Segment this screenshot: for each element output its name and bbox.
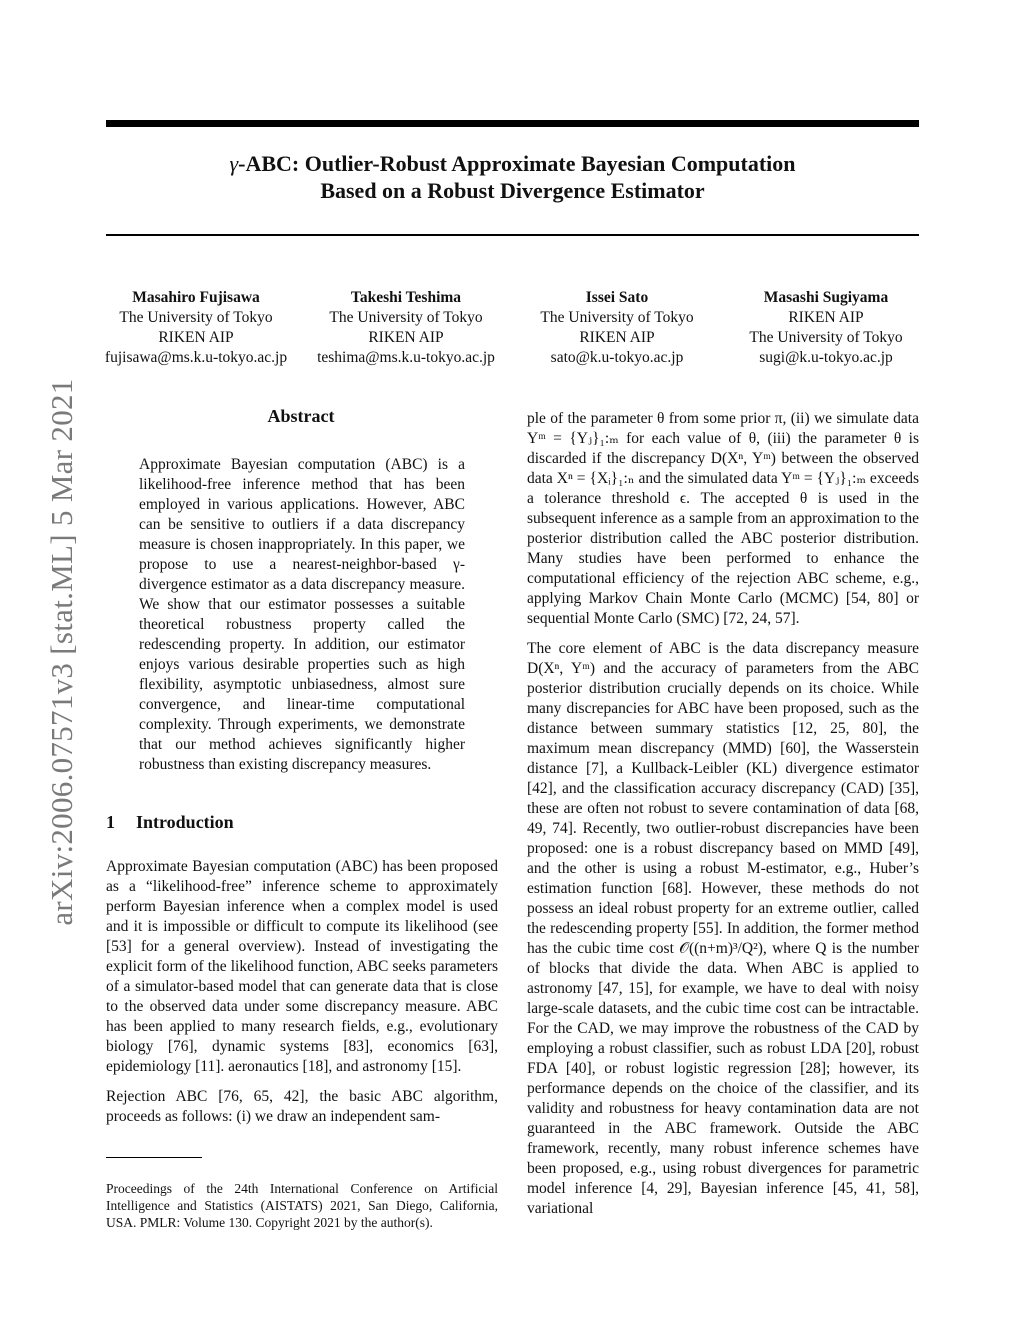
author-affiliation: The University of Tokyo (540, 309, 694, 326)
author-name: Masahiro Fujisawa (132, 289, 260, 306)
left-column-body (106, 857, 498, 1137)
author-affiliation: The University of Tokyo (749, 329, 903, 346)
right-paragraph-1: ple of the parameter θ from some prior π, (ii) we simulate data Yᵐ = {Yⱼ}₁:ₘ for each value of θ, (iii) the parameter θ is discarded if the discrepancy D(Xⁿ, Yᵐ) between the observed data Xⁿ = {Xᵢ}₁:ₙ and the simulated data Yᵐ = {Yⱼ}₁:ₘ exceeds a tolerance threshold ϵ. The accepted θ is used in the subsequent inference as a sample from an approximation to the posterior distribution called the ABC posterior distribution. Many studies have been performed to enhance the computational efficiency of the rejection ABC scheme, e.g., applying Markov Chain Monte Carlo (MCMC) [54, 80] or sequential Monte Carlo (SMC) [72, 24, 57]. (527, 410, 919, 627)
section-title: Introduction (136, 812, 234, 832)
title-symbol: γ (229, 151, 239, 176)
title-rule-top (106, 120, 919, 127)
title-line-1: -ABC: Outlier-Robust Approximate Bayesian Computation (238, 151, 796, 176)
title-rule-bottom (106, 234, 919, 236)
author-affiliation: The University of Tokyo (329, 309, 483, 326)
abstract-text: Approximate Bayesian computation (ABC) is a likelihood-free inference method that has been employed in various applications. However, ABC can be sensitive to outliers if a data discrepancy measure is chosen inappropriately. In this paper, we propose to use a nearest-neighbor-based γ-divergence estimator as a data discrepancy measure. We show that our estimator possesses a suitable theoretical robustness property called the redescending property. In addition, our estimator enjoys various desirable properties such as high flexibility, asymptotic unbiasedness, almost sure convergence, and linear-time computational complexity. Through experiments, we demonstrate that our method achieves significantly higher robustness than existing discrepancy measures. (139, 456, 465, 773)
title-line-2: Based on a Robust Divergence Estimator (320, 178, 705, 203)
footnote-rule (106, 1157, 202, 1158)
author-4 (726, 288, 926, 368)
paper-title (106, 150, 919, 204)
author-affiliation: RIKEN AIP (368, 329, 444, 346)
author-affiliation: RIKEN AIP (579, 329, 655, 346)
author-name: Masashi Sugiyama (763, 289, 889, 306)
author-affiliation: The University of Tokyo (119, 309, 273, 326)
arxiv-identifier: arXiv:2006.07571v3 [stat.ML] 5 Mar 2021 (44, 378, 79, 926)
author-1 (96, 288, 296, 368)
footnote: Proceedings of the 24th International Conference on Artificial Intelligence and Statistics (AISTATS) 2021, San Diego, California, USA. PMLR: Volume 130. Copyright 2021 by the author(s). (106, 1181, 498, 1230)
author-email: teshima@ms.k.u-tokyo.ac.jp (317, 349, 495, 366)
abstract-heading: Abstract (267, 406, 335, 426)
author-affiliation: RIKEN AIP (788, 309, 864, 326)
author-2 (306, 288, 506, 368)
intro-paragraph-1: Approximate Bayesian computation (ABC) has been proposed as a “likelihood-free” inference scheme to approximately perform Bayesian inference when a complex model is used and it is impossible or difficult to compute its likelihood (see [53] for a general overview). Instead of investigating the explicit form of the likelihood function, ABC seeks parameters of a simulator-based model that can generate data that is close to the observed data under some discrepancy measure. ABC has been applied to many research fields, e.g., evolutionary biology [76], dynamic systems [83], economics [63], epidemiology [11]. aeronautics [18], and astronomy [15]. (106, 858, 498, 1075)
right-column-body (527, 409, 919, 1229)
author-3 (517, 288, 717, 368)
section-heading (106, 812, 234, 833)
author-email: sato@k.u-tokyo.ac.jp (550, 349, 684, 366)
author-name: Takeshi Teshima (350, 289, 462, 306)
author-affiliation: RIKEN AIP (158, 329, 234, 346)
author-name: Issei Sato (585, 289, 649, 306)
author-email: fujisawa@ms.k.u-tokyo.ac.jp (104, 349, 288, 366)
intro-paragraph-2: Rejection ABC [76, 65, 42], the basic ABC algorithm, proceeds as follows: (i) we draw an independent sam- (106, 1088, 498, 1125)
section-number: 1 (106, 812, 115, 832)
right-paragraph-2: The core element of ABC is the data discrepancy measure D(Xⁿ, Yᵐ) and the accuracy of parameters from the ABC posterior distribution crucially depends on its choice. While many discrepancies for ABC have been proposed, such as the distance between summary statistics [12, 25, 80], the maximum mean discrepancy (MMD) [60], the Wasserstein distance [7], a Kullback-Leibler (KL) divergence estimator [42], and the classification accuracy discrepancy (CAD) [35], these are often not robust to severe contamination of data [68, 49, 74]. Recently, two outlier-robust discrepancies have been proposed: one is a robust discrepancy based on MMD [49], and the other is using a robust M-estimator, e.g., Huber’s estimation function [68]. However, these methods do not possess an ideal robust property for an extreme outlier, called the redescending property [55]. In addition, the former method has the cubic time cost 𝒪((n+m)³/Q²), where Q is the number of blocks that divide the data. When ABC is applied to astronomy [47, 15], for example, we have to deal with noisy large-scale datasets, and the cubic time cost can be intractable. For the CAD, we may improve the robustness of the CAD by employing a robust classifier, such as robust LDA [20], robust FDA [40], or robust logistic regression [28]; however, its performance depends on the choice of the classifier, and its validity and robustness for heavy contamination data are not guaranteed in the ABC framework. Outside the ABC framework, recently, many robust inference schemes have been proposed, e.g., using robust divergences for parametric model inference [4, 29], Bayesian inference [45, 41, 58], variational (527, 640, 919, 1217)
author-email: sugi@k.u-tokyo.ac.jp (759, 349, 893, 366)
